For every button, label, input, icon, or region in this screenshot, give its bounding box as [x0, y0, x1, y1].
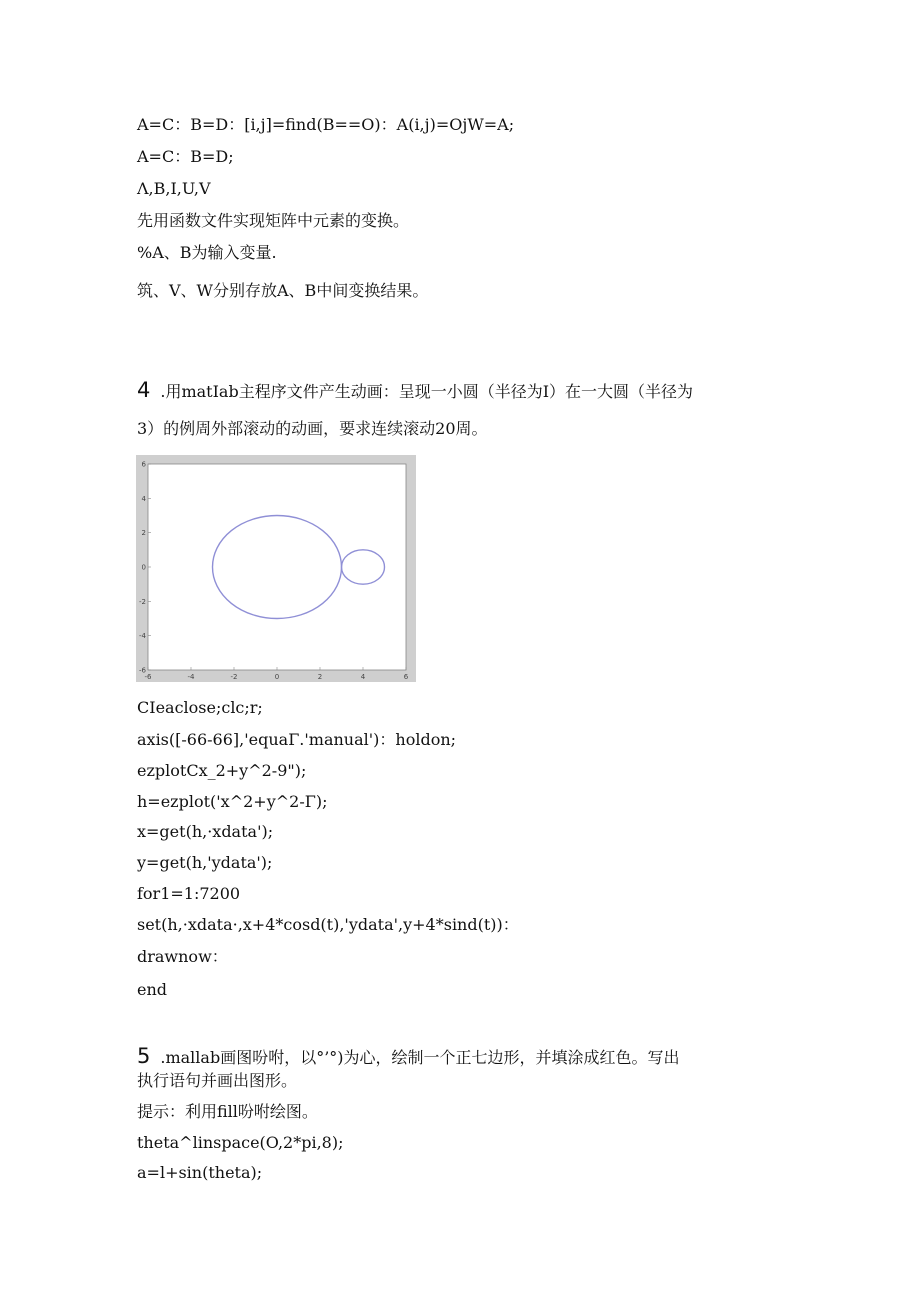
code-line: end — [137, 980, 168, 999]
x-tick-label: 2 — [317, 673, 323, 681]
code-line: axis([-66-66],'equaΓ.'manual')：holdon; — [137, 730, 457, 749]
y-tick-label: -2 — [139, 597, 146, 606]
y-tick-label: 0 — [141, 563, 146, 572]
code-line: set(h,·xdata·,x+4*cosd(t),'ydata',y+4*sind(t))： — [137, 915, 519, 934]
code-line: x=get(h,·xdata'); — [137, 822, 274, 841]
x-tick-label: 0 — [274, 673, 280, 681]
code-line: ezplotCx_2+y^2-9"); — [137, 761, 307, 780]
y-tick-label: -6 — [139, 666, 146, 675]
question-number: 4 — [137, 378, 151, 402]
x-tick-label: 6 — [403, 673, 409, 681]
x-tick-label: -6 — [144, 673, 152, 681]
x-tick-label: -4 — [187, 673, 195, 681]
matlab-figure — [136, 455, 416, 682]
question-number: 5 — [137, 1044, 151, 1068]
question-title-continued: 3）的例周外部滚动的动画，要求连续滚动20周。 — [137, 419, 488, 438]
code-line: theta^linspace(O,2*pi,8); — [137, 1133, 344, 1152]
paragraph: 先用函数文件实现矩阵中元素的变换。 — [137, 211, 410, 230]
x-tick-label: 4 — [360, 673, 366, 681]
question-title: .用matIab主程序文件产生动画：呈现一小圆（半径为I）在一大圆（半径为 — [160, 382, 694, 401]
question-heading — [137, 1045, 680, 1069]
question-heading — [137, 379, 693, 403]
y-tick-label: 4 — [141, 494, 146, 503]
plot-svg — [136, 455, 416, 682]
paragraph: 筑、V、W分别存放A、B中间变换结果。 — [137, 281, 429, 300]
x-tick-label: -2 — [230, 673, 238, 681]
question-title: .mallab画图吩咐，以°’°)为心，绘制一个正七边形，并填涂成红色。写出 — [160, 1048, 680, 1067]
code-line: A=C：B=D; — [137, 147, 234, 166]
y-tick-label: 6 — [141, 460, 146, 469]
code-line: A=C：B=D：[i,j]=find(B==O)：A(i,j)=OjW=A; — [137, 115, 515, 134]
code-line: CIeaclose;clc;r; — [137, 698, 263, 717]
paragraph: %A、B为输入变量. — [137, 243, 277, 262]
question-title-continued: 执行语句并画出图形。 — [137, 1071, 298, 1090]
y-tick-label: -4 — [139, 632, 146, 641]
code-line: a=l+sin(theta); — [137, 1163, 263, 1182]
code-line: y=get(h,'ydata'); — [137, 853, 273, 872]
code-line: h=ezplot('x^2+y^2-Γ); — [137, 792, 328, 811]
code-line: drawnow： — [137, 947, 228, 966]
code-line: Λ,B,I,U,V — [137, 179, 211, 198]
plot-area — [148, 464, 406, 670]
code-line: for1=1:7200 — [137, 884, 241, 903]
y-tick-label: 2 — [141, 529, 146, 538]
hint-text: 提示：利用fill吩咐绘图。 — [137, 1102, 318, 1121]
